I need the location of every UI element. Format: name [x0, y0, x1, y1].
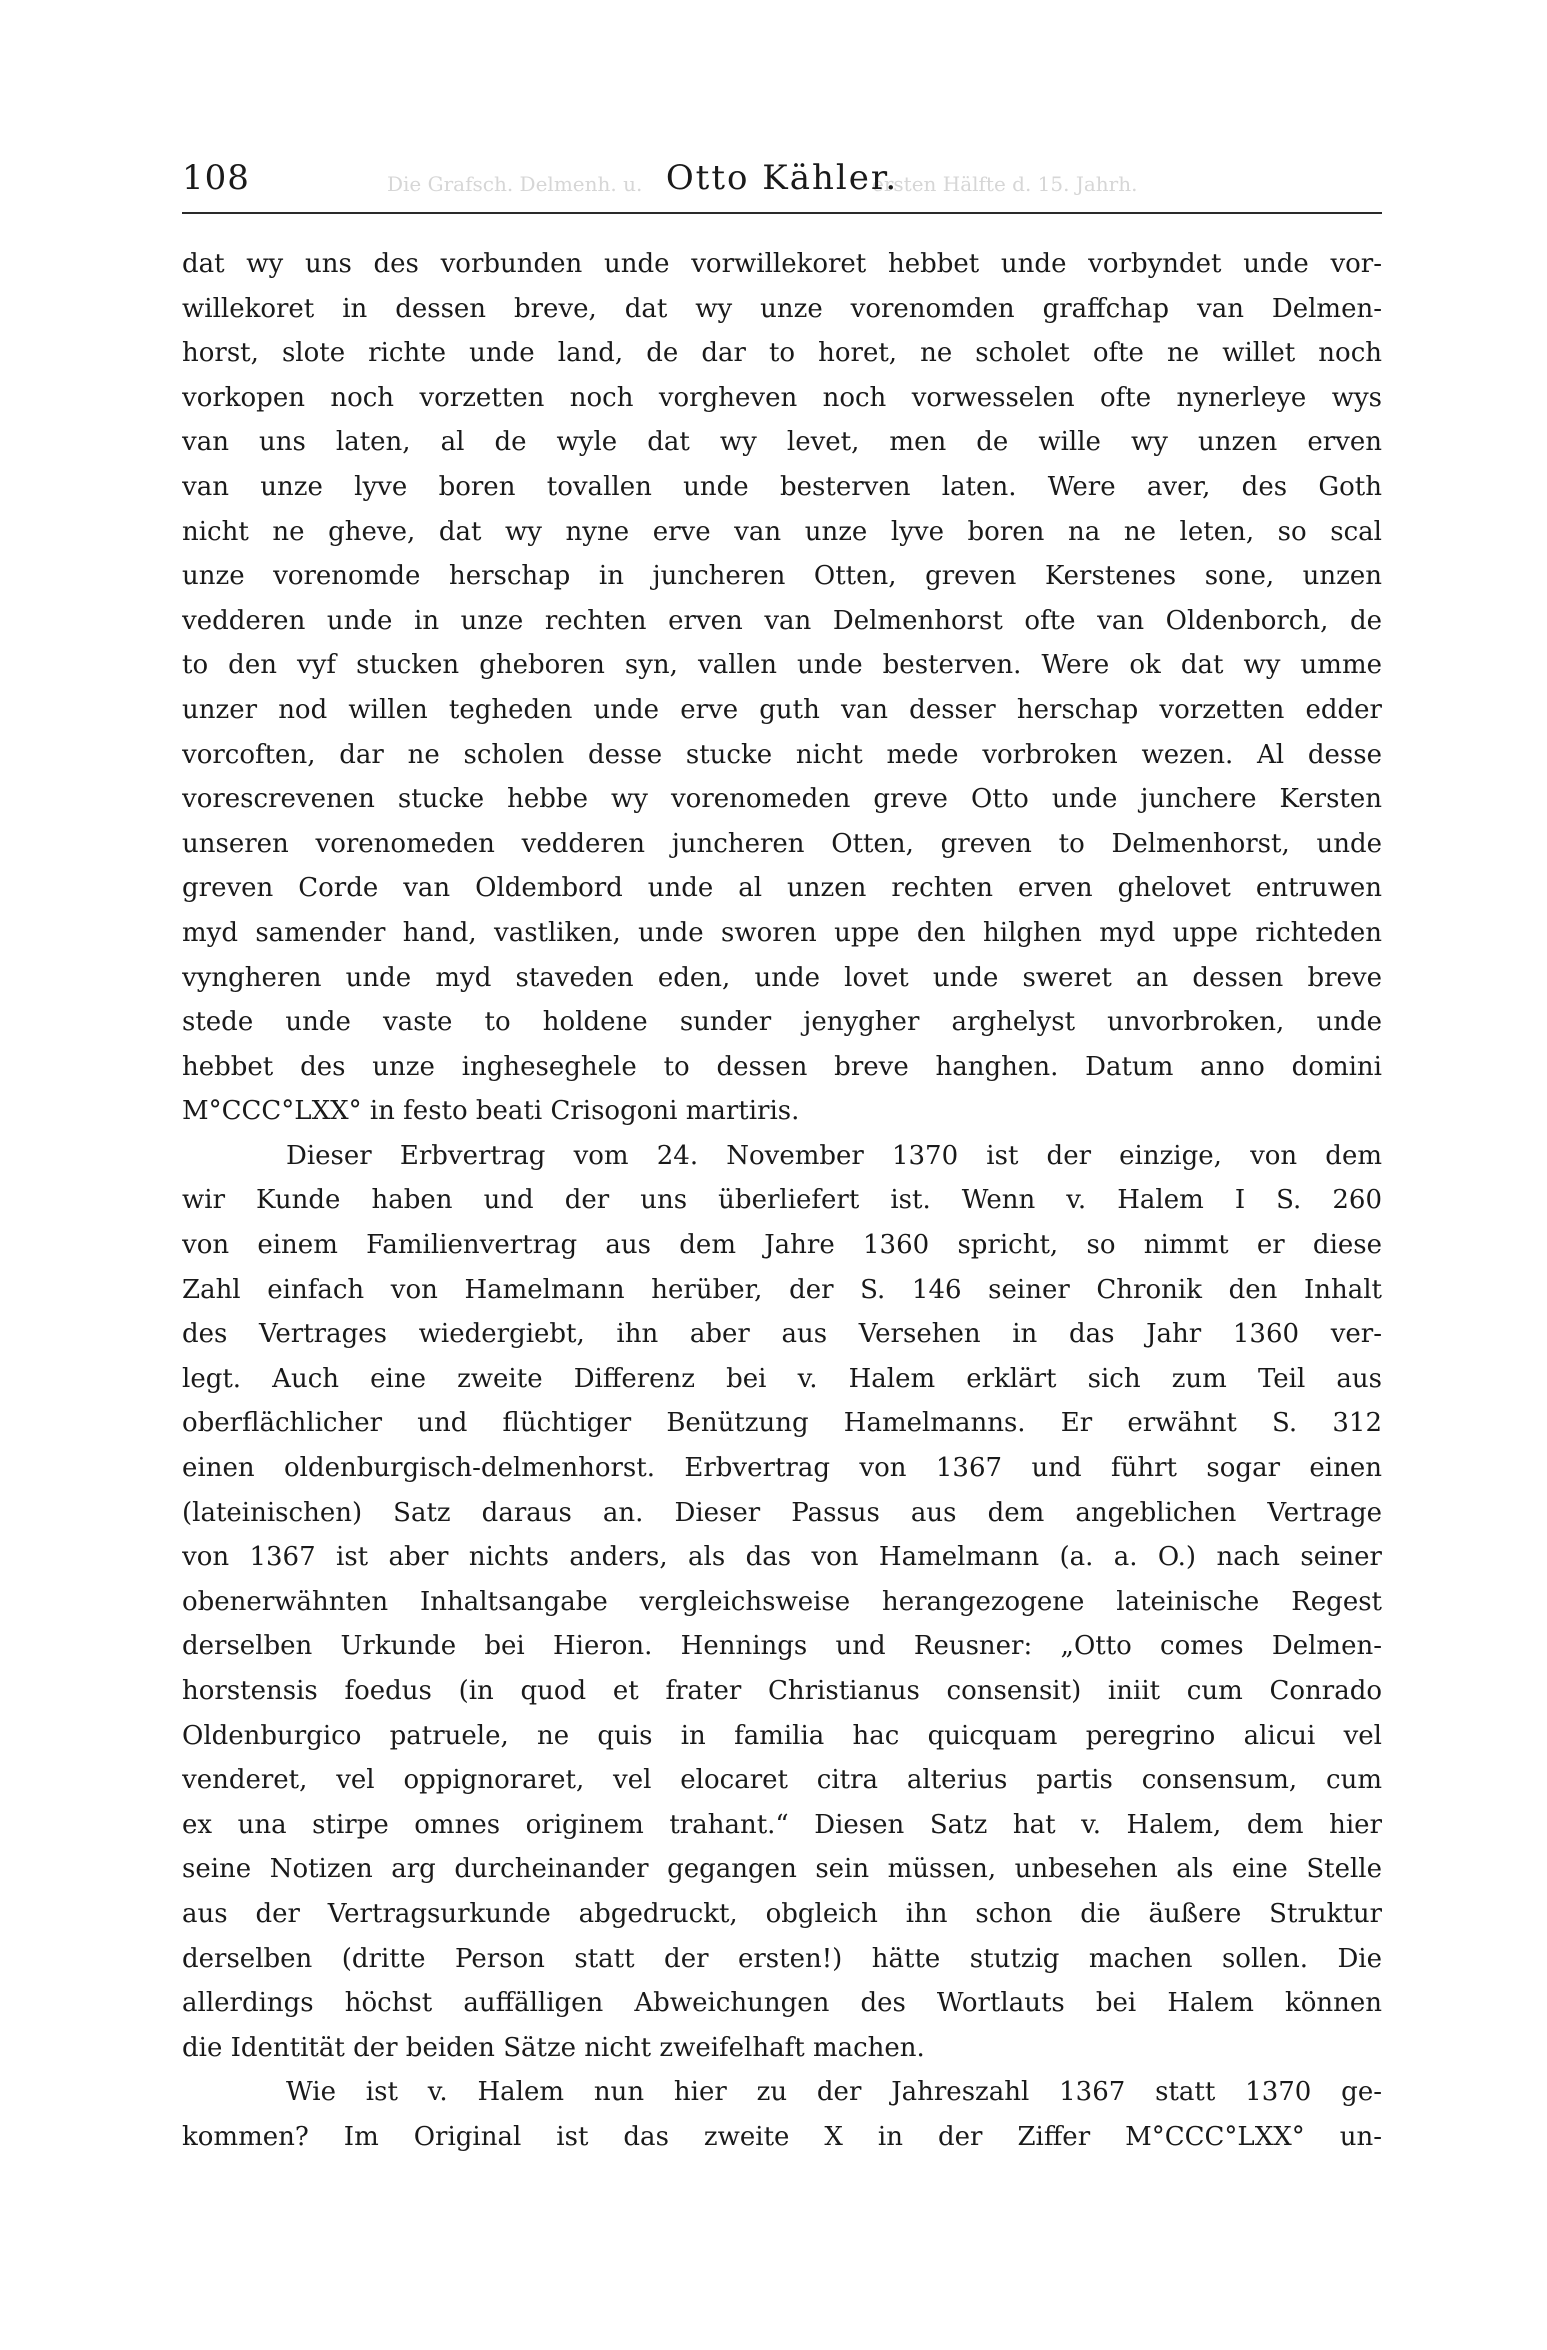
- text-line: vedderen unde in unze rechten erven van Delmenhorst ofte van Oldenborch, de: [182, 605, 1382, 636]
- text-line: legt. Auch eine zweite Differenz bei v. Halem erklärt sich zum Teil aus: [182, 1363, 1382, 1394]
- text-line: Zahl einfach von Hamelmann herüber, der S. 146 seiner Chronik den Inhalt: [182, 1274, 1382, 1305]
- text-line: myd samender hand, vastliken, unde sworen uppe den hilghen myd uppe richteden: [182, 917, 1382, 948]
- bleed-through-text: ersten Hälfte d. 15. Jahrh.: [872, 172, 1138, 196]
- text-line: unze vorenomde herschap in juncheren Otten, greven Kerstenes sone, unzen: [182, 561, 1382, 592]
- text-line: vyngheren unde myd staveden eden, unde lovet unde sweret an dessen breve: [182, 962, 1382, 993]
- text-line: Oldenburgico patruele, ne quis in familia hac quicquam peregrino alicui vel: [182, 1720, 1382, 1751]
- text-line: oberflächlicher und flüchtiger Benützung Hamelmanns. Er erwähnt S. 312: [182, 1408, 1382, 1439]
- paragraph: [182, 2070, 1382, 2159]
- text-line: to den vyf stucken gheboren syn, vallen unde besterven. Were ok dat wy umme: [182, 650, 1382, 681]
- text-line: derselben (dritte Person statt der ersten!) hätte stutzig machen sollen. Die: [182, 1943, 1382, 1974]
- text-line: van unze lyve boren tovallen unde besterven laten. Were aver, des Goth: [182, 471, 1382, 502]
- text-line: des Vertrages wiedergiebt, ihn aber aus Versehen in das Jahr 1360 ver-: [182, 1319, 1382, 1350]
- text-line: vorescrevenen stucke hebbe wy vorenomeden greve Otto unde junchere Kersten: [182, 784, 1382, 815]
- bleed-through-text: Die Grafsch. Delmenh. u.: [387, 172, 643, 196]
- text-line: die Identität der beiden Sätze nicht zweifelhaft machen.: [182, 2032, 925, 2063]
- text-line: willekoret in dessen breve, dat wy unze vorenomden graffchap van Delmen-: [182, 293, 1382, 324]
- text-line: Wie ist v. Halem nun hier zu der Jahreszahl 1367 statt 1370 ge-: [286, 2077, 1382, 2108]
- text-line: unseren vorenomeden vedderen juncheren Otten, greven to Delmenhorst, unde: [182, 828, 1382, 859]
- text-line: vorcoften, dar ne scholen desse stucke nicht mede vorbroken wezen. Al desse: [182, 739, 1382, 770]
- body-text: [182, 242, 1382, 2160]
- text-line: ex una stirpe omnes originem trahant.“ Diesen Satz hat v. Halem, dem hier: [182, 1809, 1382, 1840]
- text-line: M°CCC°LXX° in festo beati Crisogoni martiris.: [182, 1096, 800, 1127]
- page-number: 108: [182, 158, 250, 198]
- paragraph: [182, 242, 1382, 1134]
- text-line: horstensis foedus (in quod et frater Christianus consensit) iniit cum Conrado: [182, 1676, 1382, 1706]
- text-line: aus der Vertragsurkunde abgedruckt, obgleich ihn schon die äußere Struktur: [182, 1898, 1382, 1929]
- text-line: nicht ne gheve, dat wy nyne erve van unze lyve boren na ne leten, so scal: [182, 516, 1382, 547]
- text-line: von 1367 ist aber nichts anders, als das von Hamelmann (a. a. O.) nach seiner: [182, 1542, 1382, 1573]
- text-line: van uns laten, al de wyle dat wy levet, men de wille wy unzen erven: [182, 427, 1382, 458]
- text-line: hebbet des unze ingheseghele to dessen breve hanghen. Datum anno domini: [182, 1051, 1382, 1082]
- text-line: kommen? Im Original ist das zweite X in der Ziffer M°CCC°LXX° un-: [182, 2121, 1382, 2152]
- text-line: (lateinischen) Satz daraus an. Dieser Passus aus dem angeblichen Vertrage: [182, 1497, 1382, 1528]
- text-line: greven Corde van Oldembord unde al unzen rechten erven ghelovet entruwen: [182, 873, 1382, 904]
- text-line: wir Kunde haben und der uns überliefert ist. Wenn v. Halem I S. 260: [182, 1185, 1382, 1216]
- text-line: einen oldenburgisch-delmenhorst. Erbvertrag von 1367 und führt sogar einen: [182, 1453, 1382, 1484]
- text-line: dat wy uns des vorbunden unde vorwillekoret hebbet unde vorbyndet unde vor-: [182, 249, 1382, 279]
- text-line: Dieser Erbvertrag vom 24. November 1370 ist der einzige, von dem: [286, 1140, 1382, 1171]
- text-line: derselben Urkunde bei Hieron. Hennings und Reusner: „Otto comes Delmen-: [182, 1631, 1382, 1662]
- text-line: unzer nod willen tegheden unde erve guth van desser herschap vorzetten edder: [182, 694, 1382, 725]
- paragraph: [182, 1134, 1382, 2070]
- text-line: vorkopen noch vorzetten noch vorgheven noch vorwesselen ofte nynerleye wys: [182, 382, 1382, 413]
- running-title: Otto Kähler.: [665, 158, 899, 198]
- text-line: horst, slote richte unde land, de dar to horet, ne scholet ofte ne willet noch: [182, 338, 1382, 369]
- text-line: obenerwähnten Inhaltsangabe vergleichsweise herangezogene lateinische Regest: [182, 1586, 1382, 1617]
- text-line: allerdings höchst auffälligen Abweichungen des Wortlauts bei Halem können: [182, 1988, 1382, 2019]
- text-line: seine Notizen arg durcheinander gegangen sein müssen, unbesehen als eine Stelle: [182, 1854, 1382, 1885]
- page-header: [182, 150, 1382, 214]
- text-line: stede unde vaste to holdene sunder jenygher arghelyst unvorbroken, unde: [182, 1007, 1382, 1038]
- text-line: venderet, vel oppignoraret, vel elocaret citra alterius partis consensum, cum: [182, 1765, 1382, 1796]
- text-line: von einem Familienvertrag aus dem Jahre 1360 spricht, so nimmt er diese: [182, 1230, 1382, 1261]
- book-page: [182, 150, 1382, 2160]
